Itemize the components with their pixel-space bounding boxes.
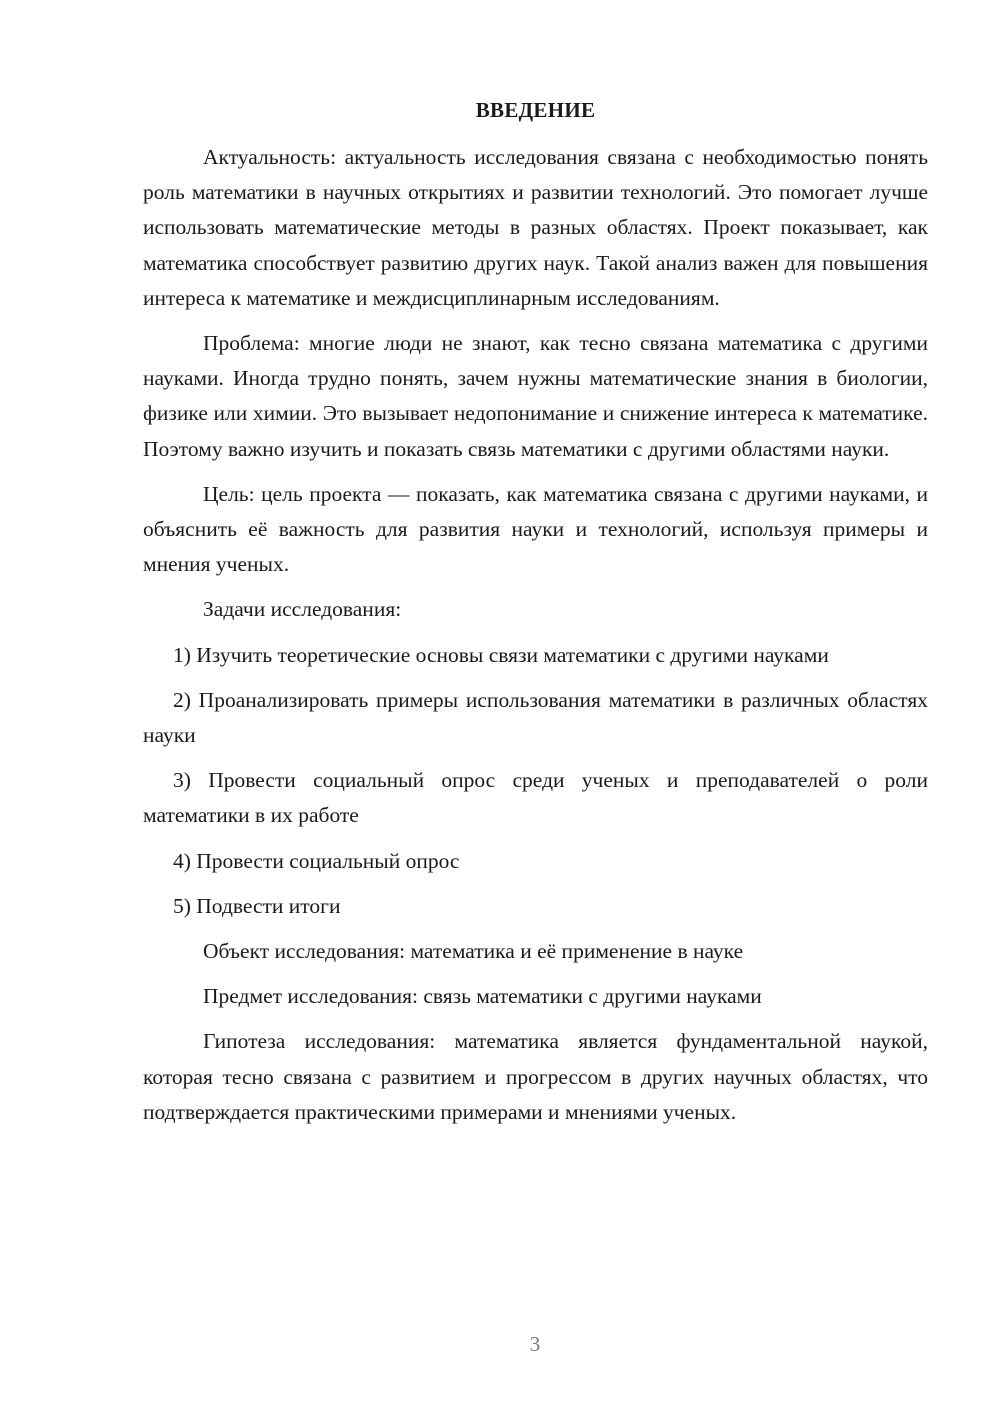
research-subject: Предмет исследования: связь математики с другими науками [203, 984, 762, 1009]
task-item-4: 4) Провести социальный опрос [173, 848, 460, 873]
research-object: Объект исследования: математика и её применение в науке [203, 939, 744, 964]
task-item-3: 3) Провести социальный опрос среди ученых и преподавателей о роли математики в их работе [143, 768, 928, 828]
problem-paragraph: Проблема: многие люди не знают, как тесно связана математика с другими науками. Иногда трудно понять, зачем нужны математические знания в биологии, физике или химии. Это вызывает недопонимание и снижение интереса к математике. Поэтому важно изучить и показать связь математики с другими областями науки. [143, 331, 928, 461]
task-item-5: 5) Подвести итоги [173, 893, 341, 918]
goal-paragraph: Цель: цель проекта — показать, как математика связана с другими науками, и объяснить её важность для развития науки и технологий, используя примеры и мнения ученых. [143, 481, 928, 577]
section-heading: ВВЕДЕНИЕ [475, 98, 596, 122]
task-item-2: 2) Проанализировать примеры использования математики в различных областях науки [143, 687, 928, 748]
page-number: 3 [529, 1332, 541, 1356]
research-hypothesis: Гипотеза исследования: математика является фундаментальной наукой, которая тесно связана с развитием и прогрессом в других научных областях, что подтверждается практическими примерами и мнениями ученых. [143, 1029, 928, 1124]
document-page [143, 94, 928, 1140]
relevance-paragraph: Актуальность: актуальность исследования связана с необходимостью понять роль математики в научных открытиях и развитии технологий. Это помогает лучше использовать математические методы в разных областях. Проект показывает, как математика способствует развитию других наук. Такой анализ важен для повышения интереса к математике и междисциплинарным исследованиям. [143, 145, 928, 310]
task-item-1: 1) Изучить теоретические основы связи математики с другими науками [173, 642, 829, 667]
tasks-heading: Задачи исследования: [203, 597, 402, 622]
